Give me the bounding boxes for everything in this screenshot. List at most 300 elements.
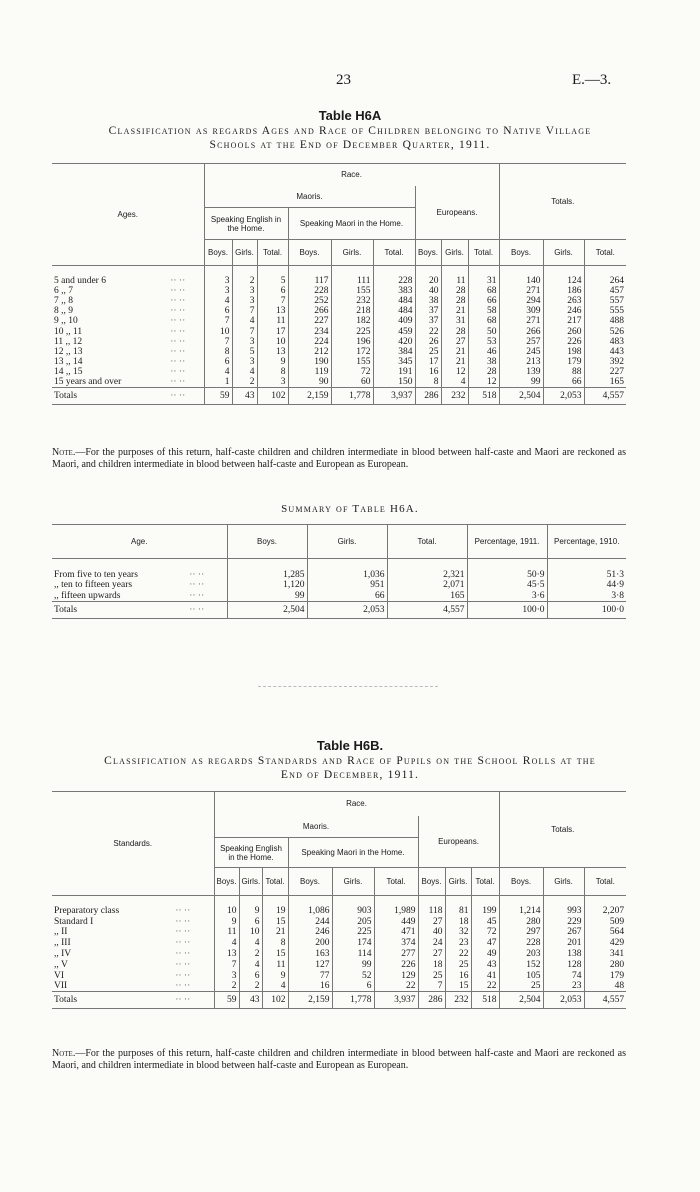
table-cell: 2,321 [387, 559, 467, 580]
table-cell: 345 [373, 357, 415, 367]
table-cell: 43 [232, 388, 257, 405]
table-cell: 2,207 [584, 896, 626, 917]
leader-dots: ·· ·· [189, 605, 205, 615]
table-cell: 4 [232, 367, 257, 377]
table-cell: 196 [331, 337, 373, 347]
totals-row [52, 992, 626, 1009]
table-cell: 13 [214, 949, 239, 960]
table-cell: 509 [584, 916, 626, 927]
table-cell: 4 [204, 367, 232, 377]
table-cell: 21 [262, 927, 288, 938]
table-cell: 2,053 [307, 602, 387, 619]
table-cell: 25 [418, 970, 445, 981]
table-cell: 1,120 [227, 580, 307, 591]
table-cell: 277 [374, 949, 418, 960]
table-cell: 4 [239, 938, 262, 949]
table-cell: 25 [445, 959, 471, 970]
table-cell: 12 [468, 377, 499, 388]
row-label: 7 ,, 8 [54, 295, 73, 306]
table-cell: 443 [584, 347, 626, 357]
table-cell: 488 [584, 316, 626, 326]
table-cell: 266 [288, 306, 331, 316]
row-label: 11 ,, 12 [54, 336, 83, 347]
table-cell: 226 [374, 959, 418, 970]
row-label: ,, IV [54, 949, 72, 960]
table-cell: 903 [332, 896, 374, 917]
table-cell: 4 [214, 938, 239, 949]
table-cell: 72 [471, 927, 499, 938]
table-row [52, 896, 626, 917]
table-row [52, 981, 626, 992]
table-cell: 6 [204, 357, 232, 367]
table-cell: 23 [543, 981, 584, 992]
table-cell: 2,504 [227, 602, 307, 619]
row-label: Totals [54, 995, 78, 1006]
table-row [52, 970, 626, 981]
table-cell: 59 [214, 992, 239, 1009]
table-cell: 13 [257, 347, 288, 357]
table-cell: 74 [543, 970, 584, 981]
table-cell: 21 [441, 306, 468, 316]
table-cell: 555 [584, 306, 626, 316]
table-cell: 38 [415, 296, 441, 306]
table-cell: 294 [499, 296, 543, 306]
row-label: ,, fifteen upwards [54, 590, 121, 601]
table-cell: 15 [262, 949, 288, 960]
table-cell: 66 [307, 591, 387, 602]
table-cell: 10 [204, 326, 232, 336]
table-cell: 99 [227, 591, 307, 602]
table-cell: 4 [204, 296, 232, 306]
col-subheader-boys: Boys. [499, 240, 543, 266]
table-a-note [52, 447, 626, 471]
table-cell: 26 [415, 337, 441, 347]
table-cell: 7 [204, 316, 232, 326]
table-cell: 41 [471, 970, 499, 981]
col-header-race: Race. [204, 164, 499, 186]
leader-dots: ·· ·· [170, 295, 186, 306]
table-cell: 5 [232, 347, 257, 357]
table-row [52, 949, 626, 960]
table-cell: 165 [387, 591, 467, 602]
totals-row [52, 602, 626, 619]
table-cell: 1,036 [307, 559, 387, 580]
table-cell: 564 [584, 927, 626, 938]
table-cell: 59 [204, 388, 232, 405]
table-cell: 232 [441, 388, 468, 405]
table-cell: 9 [262, 970, 288, 981]
table-cell: 68 [468, 316, 499, 326]
table-b-subtitle [40, 754, 660, 782]
table-cell: 28 [441, 296, 468, 306]
row-label: Totals [54, 605, 78, 615]
table-cell: 2 [239, 981, 262, 992]
leader-dots: ·· ·· [170, 275, 186, 286]
table-a-note-label: Note. [52, 447, 76, 458]
summary-col-pct-1911: Percentage, 1911. [467, 525, 547, 559]
table-cell: 203 [499, 949, 543, 960]
table-cell: 31 [468, 266, 499, 286]
col-subheader-boys: Boys. [288, 240, 331, 266]
leader-dots: ·· ·· [170, 357, 186, 368]
table-cell: 77 [288, 970, 332, 981]
table-cell: 6 [239, 970, 262, 981]
row-label: 14 ,, 15 [54, 367, 83, 378]
table-cell: 7 [418, 981, 445, 992]
table-cell: 114 [332, 949, 374, 960]
table-cell: 993 [543, 896, 584, 917]
table-cell: 228 [373, 266, 415, 286]
table-row [52, 357, 626, 367]
table-cell: 48 [584, 981, 626, 992]
table-cell: 174 [332, 938, 374, 949]
table-cell: 11 [441, 266, 468, 286]
summary-col-pct-1910: Percentage, 1910. [547, 525, 626, 559]
col-subheader-total: Total. [257, 240, 288, 266]
table-cell: 457 [584, 286, 626, 296]
table-cell: 1,989 [374, 896, 418, 917]
table-cell: 246 [543, 306, 584, 316]
summary-col-boys: Boys. [227, 525, 307, 559]
col-header-speaking-maori: Speaking Maori in the Home. [288, 838, 418, 868]
summary-col-total: Total. [387, 525, 467, 559]
table-cell: 68 [468, 286, 499, 296]
leader-dots: ·· ·· [189, 580, 205, 590]
col-subheader-total: Total. [374, 868, 418, 896]
table-cell: 2,159 [288, 388, 331, 405]
table-cell: 266 [499, 326, 543, 336]
table-cell: 155 [331, 357, 373, 367]
col-header-totals: Totals. [499, 792, 626, 868]
table-cell: 128 [543, 959, 584, 970]
table-cell: 45 [471, 916, 499, 927]
table-cell: 951 [307, 580, 387, 591]
table-cell: 2,053 [543, 992, 584, 1009]
table-cell: 1,778 [331, 388, 373, 405]
table-cell: 200 [288, 938, 332, 949]
table-cell: 409 [373, 316, 415, 326]
table-cell: 217 [543, 316, 584, 326]
table-cell: 4 [441, 377, 468, 388]
row-label: 15 years and over [54, 377, 122, 388]
row-label: 10 ,, 11 [54, 326, 83, 337]
table-cell: 205 [332, 916, 374, 927]
table-cell: 18 [418, 959, 445, 970]
table-cell: 3·6 [467, 591, 547, 602]
leader-dots: ·· ·· [170, 306, 186, 317]
row-label: 13 ,, 14 [54, 357, 83, 368]
col-subheader-total: Total. [584, 868, 626, 896]
table-b-subtitle-line2: End of December, 1911. [280, 769, 420, 781]
table-cell: 2 [232, 266, 257, 286]
table-cell: 280 [499, 916, 543, 927]
table-cell: 518 [468, 388, 499, 405]
table-cell: 20 [415, 266, 441, 286]
table-cell: 179 [584, 970, 626, 981]
table-row [52, 377, 626, 388]
table-cell: 10 [214, 896, 239, 917]
table-cell: 50·9 [467, 559, 547, 580]
table-cell: 4 [239, 959, 262, 970]
table-cell: 44·9 [547, 580, 626, 591]
table-cell: 257 [499, 337, 543, 347]
table-cell: 1,778 [332, 992, 374, 1009]
table-cell: 119 [288, 367, 331, 377]
table-cell: 66 [543, 377, 584, 388]
table-row [52, 296, 626, 306]
table-cell: 40 [415, 286, 441, 296]
row-label: 12 ,, 13 [54, 346, 83, 357]
table-cell: 226 [543, 337, 584, 347]
table-cell: 201 [543, 938, 584, 949]
table-cell: 27 [418, 949, 445, 960]
table-cell: 102 [262, 992, 288, 1009]
leader-dots: ·· ·· [175, 949, 191, 960]
table-cell: 10 [257, 337, 288, 347]
table-cell: 198 [543, 347, 584, 357]
table-cell: 429 [584, 938, 626, 949]
table-cell: 9 [257, 357, 288, 367]
table-cell: 309 [499, 306, 543, 316]
table-cell: 244 [288, 916, 332, 927]
table-cell: 11 [257, 316, 288, 326]
col-header-maoris: Maoris. [204, 186, 415, 208]
table-cell: 32 [445, 927, 471, 938]
col-subheader-girls: Girls. [543, 240, 584, 266]
table-cell: 263 [543, 296, 584, 306]
table-cell: 139 [499, 367, 543, 377]
leader-dots: ·· ·· [175, 981, 191, 992]
col-subheader-total: Total. [373, 240, 415, 266]
table-cell: 53 [468, 337, 499, 347]
leader-dots: ·· ·· [170, 367, 186, 378]
row-label: Preparatory class [54, 906, 120, 917]
table-row [52, 367, 626, 377]
col-subheader-girls: Girls. [441, 240, 468, 266]
table-cell: 383 [373, 286, 415, 296]
table-cell: 4 [232, 316, 257, 326]
table-cell: 190 [288, 357, 331, 367]
table-cell: 2,159 [288, 992, 332, 1009]
table-row [52, 347, 626, 357]
table-cell: 4,557 [387, 602, 467, 619]
table-cell: 10 [239, 927, 262, 938]
leader-dots: ·· ·· [170, 336, 186, 347]
table-cell: 3 [214, 970, 239, 981]
table-cell: 58 [468, 306, 499, 316]
table-cell: 45·5 [467, 580, 547, 591]
leader-dots: ·· ·· [175, 959, 191, 970]
table-cell: 286 [418, 992, 445, 1009]
table-cell: 252 [288, 296, 331, 306]
table-cell: 471 [374, 927, 418, 938]
table-cell: 9 [239, 896, 262, 917]
table-cell: 50 [468, 326, 499, 336]
table-cell: 260 [543, 326, 584, 336]
table-cell: 483 [584, 337, 626, 347]
table-cell: 24 [418, 938, 445, 949]
table-cell: 557 [584, 296, 626, 306]
table-cell: 37 [415, 306, 441, 316]
table-cell: 19 [262, 896, 288, 917]
col-header-race: Race. [214, 792, 499, 816]
table-cell: 341 [584, 949, 626, 960]
row-label: 9 ,, 10 [54, 316, 78, 327]
table-cell: 5 [257, 266, 288, 286]
table-b-note-text: —For the purposes of this return, half-caste children and children intermediate in blood between half-caste and Maori are reckoned as Maori, and children intermediate in blood between half-caste and European as European. [52, 1048, 626, 1071]
table-row [52, 266, 626, 286]
col-subheader-girls: Girls. [543, 868, 584, 896]
col-subheader-boys: Boys. [288, 868, 332, 896]
table-cell: 7 [214, 959, 239, 970]
table-cell: 1,086 [288, 896, 332, 917]
table-cell: 138 [543, 949, 584, 960]
table-cell: 271 [499, 316, 543, 326]
table-cell: 17 [257, 326, 288, 336]
table-cell: 8 [262, 938, 288, 949]
summary-col-girls: Girls. [307, 525, 387, 559]
table-cell: 25 [499, 981, 543, 992]
table-cell: 280 [584, 959, 626, 970]
table-cell: 152 [499, 959, 543, 970]
table-cell: 124 [543, 266, 584, 286]
table-cell: 51·3 [547, 559, 626, 580]
leader-dots: ·· ·· [175, 995, 191, 1006]
summary-title: Summary of Table H6A. [281, 503, 419, 515]
table-cell: 100·0 [547, 602, 626, 619]
table-b-subtitle-line1: Classification as regards Standards and Race of Pupils on the School Rolls at the [104, 755, 596, 767]
table-cell: 102 [257, 388, 288, 405]
table-cell: 155 [331, 286, 373, 296]
col-header-ages: Ages. [52, 164, 204, 266]
table-row [52, 916, 626, 927]
col-subheader-girls: Girls. [445, 868, 471, 896]
table-cell: 49 [471, 949, 499, 960]
table-cell: 4 [262, 981, 288, 992]
col-header-europeans: Europeans. [418, 816, 499, 868]
col-subheader-girls: Girls. [232, 240, 257, 266]
table-cell: 15 [262, 916, 288, 927]
table-cell: 21 [441, 357, 468, 367]
col-subheader-total: Total. [468, 240, 499, 266]
table-a-subtitle [40, 124, 660, 152]
table-cell: 2,053 [543, 388, 584, 405]
col-subheader-boys: Boys. [499, 868, 543, 896]
table-row [52, 959, 626, 970]
table-cell: 2,504 [499, 992, 543, 1009]
table-cell: 191 [373, 367, 415, 377]
table-cell: 3,937 [374, 992, 418, 1009]
table-cell: 16 [445, 970, 471, 981]
table-cell: 17 [415, 357, 441, 367]
table-cell: 38 [468, 357, 499, 367]
table-cell: 6 [204, 306, 232, 316]
table-cell: 7 [232, 306, 257, 316]
table-cell: 81 [445, 896, 471, 917]
col-subheader-boys: Boys. [204, 240, 232, 266]
table-cell: 3 [232, 357, 257, 367]
leader-dots: ·· ·· [189, 569, 205, 580]
table-cell: 4,557 [584, 388, 626, 405]
table-cell: 11 [262, 959, 288, 970]
table-cell: 3,937 [373, 388, 415, 405]
table-cell: 43 [471, 959, 499, 970]
table-cell: 22 [471, 981, 499, 992]
table-cell: 264 [584, 266, 626, 286]
table-cell: 6 [332, 981, 374, 992]
table-cell: 374 [374, 938, 418, 949]
leader-dots: ·· ·· [175, 916, 191, 927]
table-cell: 420 [373, 337, 415, 347]
table-row [52, 591, 626, 602]
table-cell: 37 [415, 316, 441, 326]
row-label: VII [54, 981, 68, 992]
table-cell: 227 [288, 316, 331, 326]
col-subheader-boys: Boys. [418, 868, 445, 896]
table-cell: 105 [499, 970, 543, 981]
table-cell: 484 [373, 296, 415, 306]
table-cell: 3 [204, 286, 232, 296]
table-cell: 3 [232, 286, 257, 296]
table-b [52, 791, 626, 1009]
table-cell: 66 [468, 296, 499, 306]
table-cell: 449 [374, 916, 418, 927]
page-header [0, 72, 700, 92]
table-cell: 165 [584, 377, 626, 388]
summary-table [52, 524, 626, 619]
table-cell: 225 [331, 326, 373, 336]
table-cell: 228 [499, 938, 543, 949]
row-label: ,, II [54, 927, 68, 938]
table-cell: 186 [543, 286, 584, 296]
table-cell: 1,214 [499, 896, 543, 917]
table-cell: 218 [331, 306, 373, 316]
table-cell: 129 [374, 970, 418, 981]
table-cell: 118 [418, 896, 445, 917]
table-cell: 459 [373, 326, 415, 336]
leader-dots: ·· ·· [170, 346, 186, 357]
leader-dots: ·· ·· [170, 316, 186, 327]
leader-dots: ·· ·· [175, 906, 191, 917]
table-cell: 11 [214, 927, 239, 938]
table-cell: 28 [441, 326, 468, 336]
table-cell: 140 [499, 266, 543, 286]
table-cell: 232 [331, 296, 373, 306]
col-subheader-total: Total. [471, 868, 499, 896]
table-cell: 213 [499, 357, 543, 367]
table-cell: 9 [214, 916, 239, 927]
col-header-speaking-maori: Speaking Maori in the Home. [288, 208, 415, 240]
table-b-note [52, 1048, 626, 1072]
table-cell: 384 [373, 347, 415, 357]
table-a-subtitle-line1: Classification as regards Ages and Race of Children belonging to Native Village [108, 125, 592, 137]
table-a-note-text: —For the purposes of this return, half-caste children and children intermediate in blood between half-caste and Maori are reckoned as Maori, and children intermediate in blood between half-caste and European as European. [52, 447, 626, 470]
table-row [52, 559, 626, 580]
table-row [52, 316, 626, 326]
table-cell: 246 [288, 927, 332, 938]
row-label: ,, III [54, 938, 71, 949]
table-cell: 271 [499, 286, 543, 296]
table-cell: 4,557 [584, 992, 626, 1009]
table-cell: 2,071 [387, 580, 467, 591]
table-row [52, 938, 626, 949]
table-cell: 7 [204, 337, 232, 347]
col-header-maoris: Maoris. [214, 816, 418, 838]
col-subheader-total: Total. [262, 868, 288, 896]
table-b-title: Table H6B. [316, 738, 384, 753]
table-cell: 3 [232, 337, 257, 347]
table-cell: 224 [288, 337, 331, 347]
